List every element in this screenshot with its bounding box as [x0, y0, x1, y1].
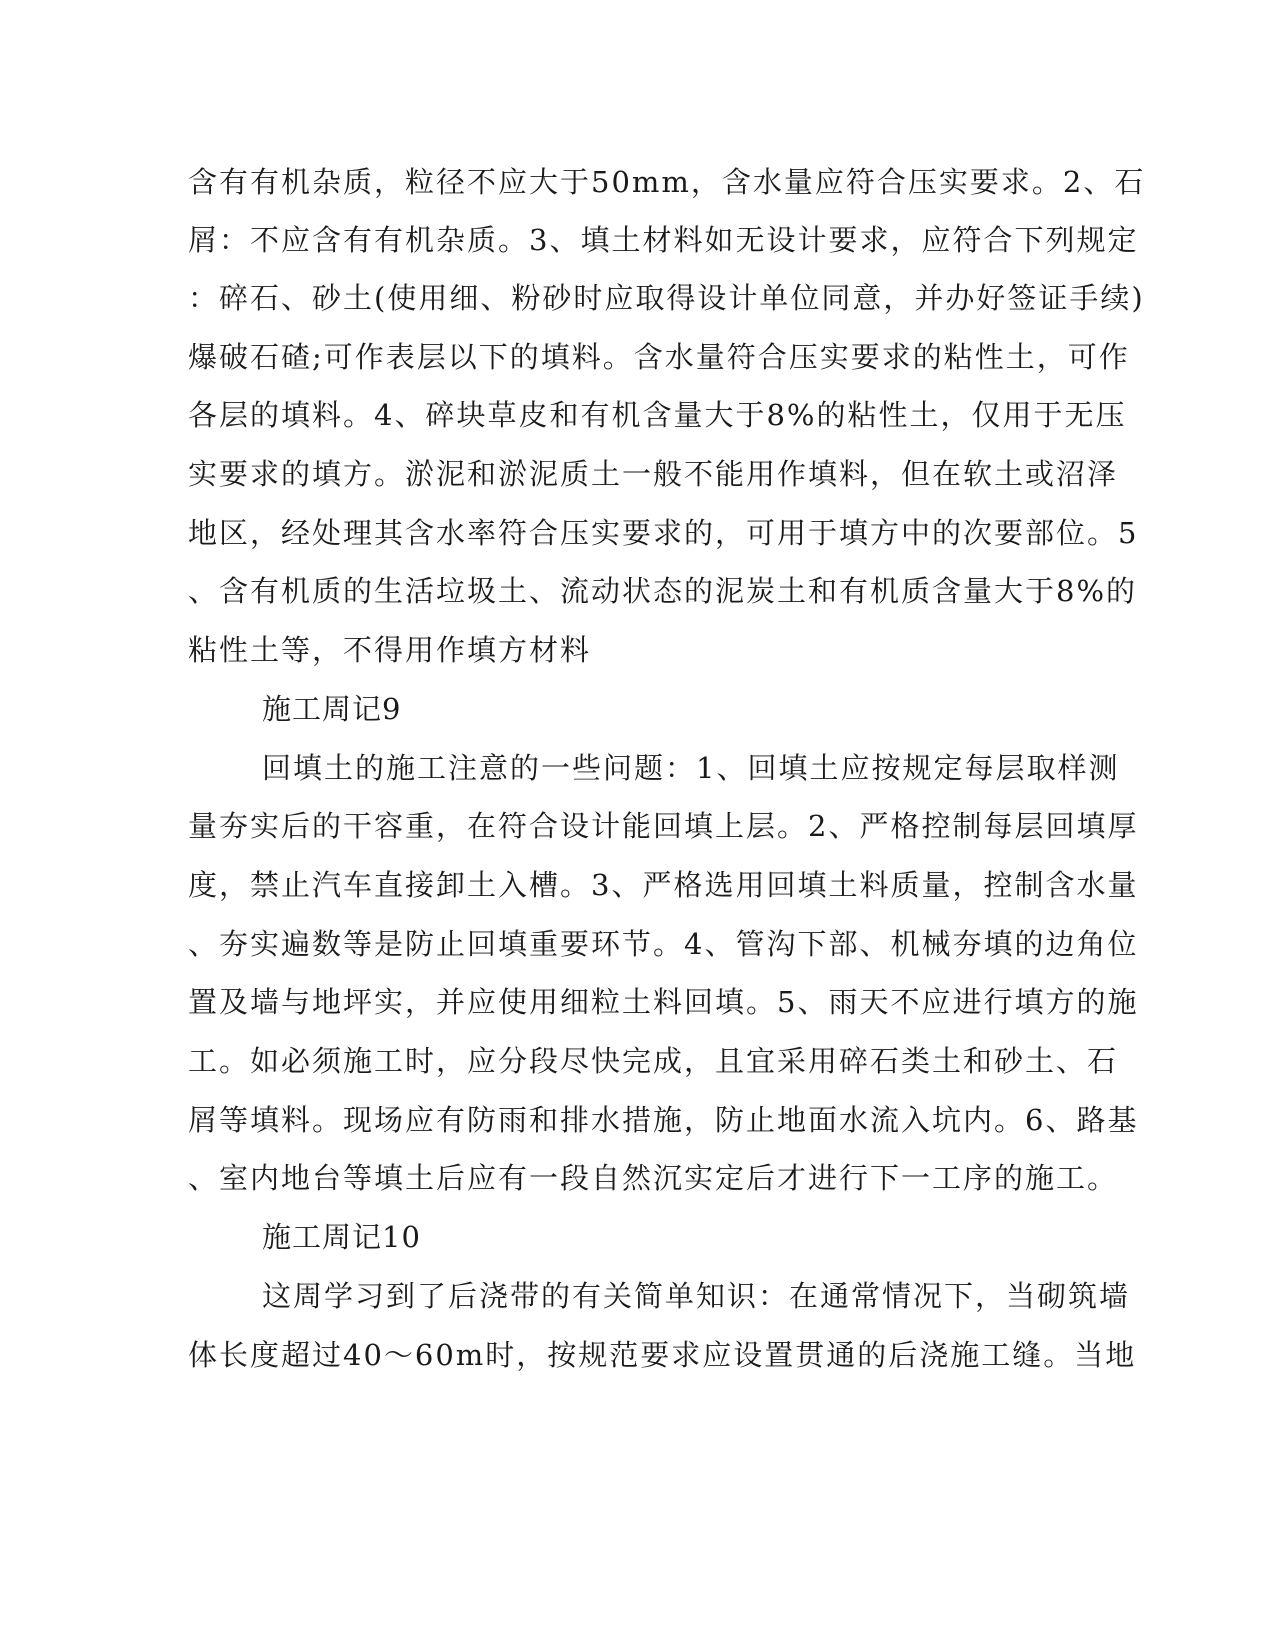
text-line: 度，禁止汽车直接卸土入槽。3、严格选用回填土料质量，控制含水量 — [188, 868, 1139, 902]
text-line: 、夯实遍数等是防止回填重要环节。4、管沟下部、机械夯填的边角位 — [188, 927, 1139, 961]
text-line: ：碎石、砂土(使用细、粉砂时应取得设计单位同意，并办好签证手续) — [188, 281, 1145, 315]
text-line: 量夯实后的干容重，在符合设计能回填上层。2、严格控制每层回填厚 — [188, 809, 1139, 843]
text-line: 爆破石碴;可作表层以下的填料。含水量符合压实要求的粘性土，可作 — [188, 340, 1130, 374]
text-line: 体长度超过40～60m时，按规范要求应设置贯通的后浇施工缝。当地 — [188, 1338, 1137, 1372]
text-line: 工。如必须施工时，应分段尽快完成，且宜采用碎石类土和砂土、石 — [188, 1044, 1119, 1078]
text-line: 屑：不应含有有机杂质。3、填土材料如无设计要求，应符合下列规定 — [188, 223, 1139, 257]
text-line: 这周学习到了后浇带的有关简单知识：在通常情况下，当砌筑墙 — [262, 1279, 1131, 1313]
text-line: 回填土的施工注意的一些问题：1、回填土应按规定每层取样测 — [262, 751, 1120, 785]
text-line: 实要求的填方。淤泥和淤泥质土一般不能用作填料，但在软土或沼泽 — [188, 457, 1119, 491]
text-line: 含有有机杂质，粒径不应大于50mm，含水量应符合压实要求。2、石 — [188, 165, 1146, 199]
text-line: 、含有机质的生活垃圾土、流动状态的泥炭土和有机质含量大于8%的 — [188, 574, 1138, 608]
text-line: 置及墙与地坪实，并应使用细粒土料回填。5、雨天不应进行填方的施 — [188, 985, 1139, 1019]
section-heading: 施工周记9 — [262, 692, 402, 726]
text-line: 地区，经处理其含水率符合压实要求的，可用于填方中的次要部位。5 — [188, 516, 1139, 550]
text-line: 各层的填料。4、碎块草皮和有机含量大于8%的粘性土，仅用于无压 — [188, 398, 1127, 432]
text-line: 粘性土等，不得用作填方材料 — [188, 633, 592, 667]
text-line: 、室内地台等填土后应有一段自然沉实定后才进行下一工序的施工。 — [188, 1161, 1119, 1195]
text-line: 屑等填料。现场应有防雨和排水措施，防止地面水流入坑内。6、路基 — [188, 1103, 1139, 1137]
section-heading: 施工周记10 — [262, 1220, 421, 1254]
